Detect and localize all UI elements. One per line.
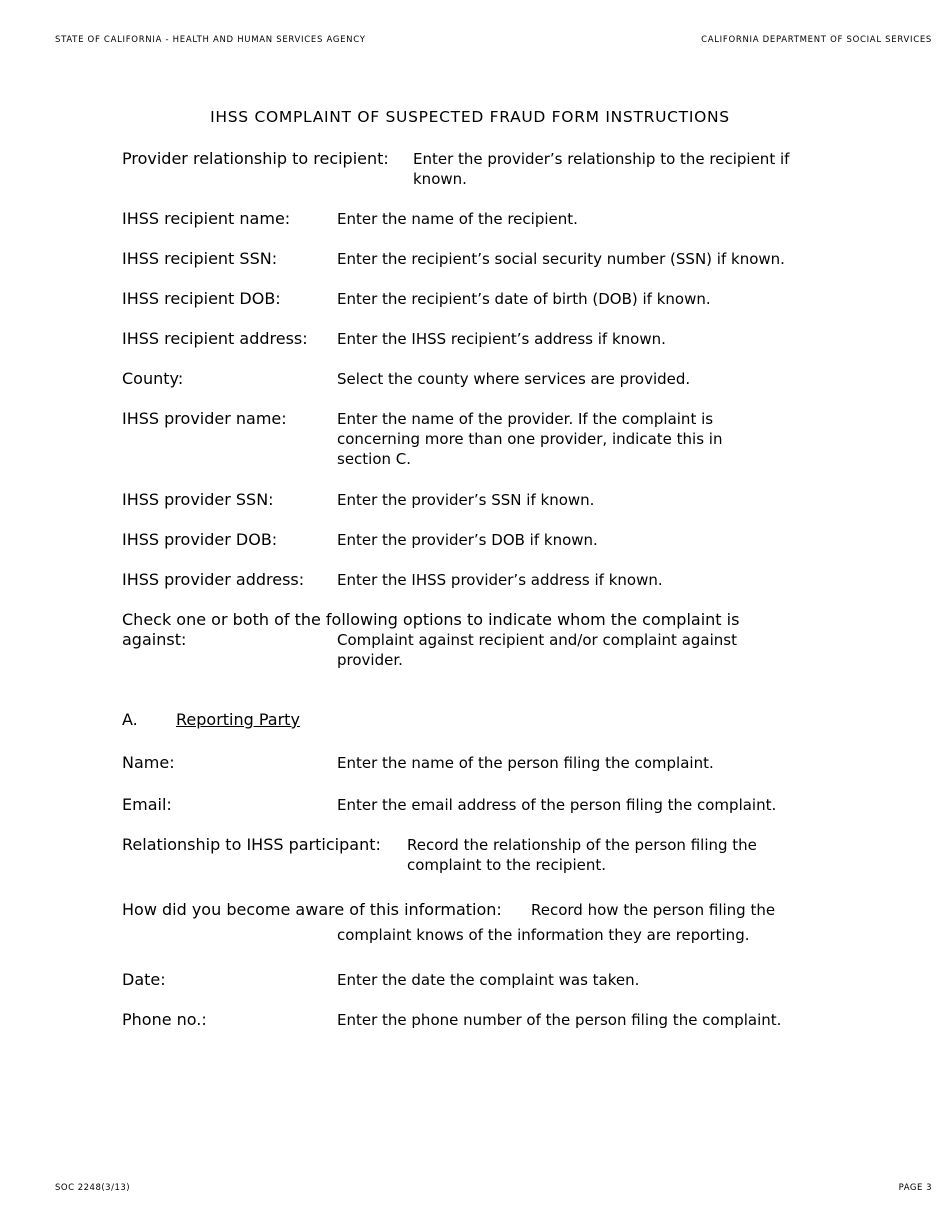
form-number: SOC 2248(3/13) [55, 1183, 131, 1193]
awareness-label: How did you become aware of this information: [122, 900, 502, 919]
reporter-relationship-desc: Record the relationship of the person filing the complaint to the recipient. [407, 836, 757, 874]
reporter-email-desc: Enter the email address of the person filing the complaint. [337, 796, 777, 814]
complaint-date-label: Date: [122, 970, 166, 989]
recipient-address-desc: Enter the IHSS recipient’s address if known. [337, 330, 666, 348]
recipient-ssn-label: IHSS recipient SSN: [122, 249, 278, 268]
recipient-name-label: IHSS recipient name: [122, 209, 291, 228]
reporter-name-label: Name: [122, 753, 175, 772]
reporter-relationship-label: Relationship to IHSS participant: [122, 835, 381, 854]
provider-ssn-desc: Enter the provider’s SSN if known. [337, 491, 595, 509]
provider-ssn-label: IHSS provider SSN: [122, 490, 274, 509]
check-options-label-line1: Check one or both of the following options to indicate whom the complaint is [122, 610, 740, 629]
phone-desc: Enter the phone number of the person filing the complaint. [337, 1011, 782, 1029]
page-number: PAGE 3 [898, 1183, 932, 1193]
provider-dob-desc: Enter the provider’s DOB if known. [337, 531, 598, 549]
provider-relationship-label: Provider relationship to recipient: [122, 149, 389, 168]
provider-address-desc: Enter the IHSS provider’s address if known. [337, 571, 663, 589]
provider-name-desc: Enter the name of the provider. If the complaint is concerning more than one provider, indicate this in section C. [337, 410, 723, 468]
recipient-address-label: IHSS recipient address: [122, 329, 308, 348]
county-desc: Select the county where services are provided. [337, 370, 691, 388]
provider-name-label: IHSS provider name: [122, 409, 287, 428]
phone-label: Phone no.: [122, 1010, 207, 1029]
check-options-label-line2: against: [122, 630, 187, 649]
section-a-letter: A. [122, 710, 138, 729]
awareness-desc-line1: Record how the person filing the [531, 901, 776, 919]
provider-address-label: IHSS provider address: [122, 570, 305, 589]
agency-header: STATE OF CALIFORNIA - HEALTH AND HUMAN SERVICES AGENCY [55, 35, 366, 45]
recipient-dob-label: IHSS recipient DOB: [122, 289, 281, 308]
recipient-dob-desc: Enter the recipient’s date of birth (DOB) if known. [337, 290, 711, 308]
complaint-date-desc: Enter the date the complaint was taken. [337, 971, 640, 989]
recipient-name-desc: Enter the name of the recipient. [337, 210, 578, 228]
reporter-email-label: Email: [122, 795, 172, 814]
page-title: IHSS COMPLAINT OF SUSPECTED FRAUD FORM INSTRUCTIONS [210, 108, 730, 126]
reporter-name-desc: Enter the name of the person filing the complaint. [337, 754, 714, 772]
check-options-desc: Complaint against recipient and/or complaint against provider. [337, 631, 737, 669]
section-a-title: Reporting Party [176, 710, 300, 729]
recipient-ssn-desc: Enter the recipient’s social security number (SSN) if known. [337, 250, 785, 268]
awareness-desc-line2: complaint knows of the information they are reporting. [337, 926, 750, 944]
county-label: County: [122, 369, 184, 388]
department-header: CALIFORNIA DEPARTMENT OF SOCIAL SERVICES [701, 35, 932, 45]
provider-relationship-desc: Enter the provider’s relationship to the recipient if known. [413, 150, 790, 188]
provider-dob-label: IHSS provider DOB: [122, 530, 278, 549]
